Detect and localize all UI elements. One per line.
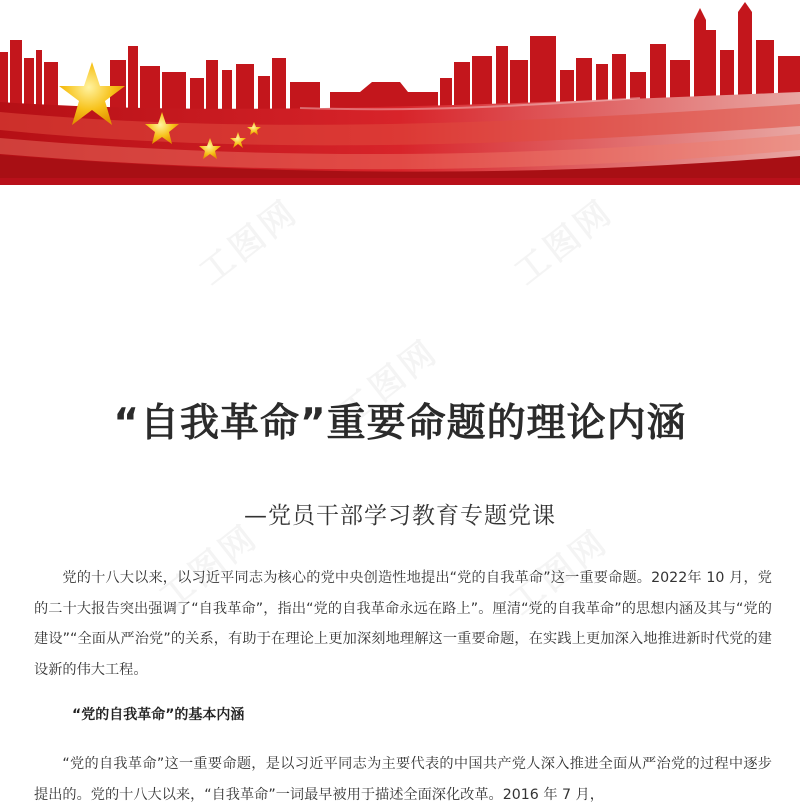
skyline-ribbon-graphic: [0, 0, 800, 185]
city-skyline-icon: [0, 2, 800, 112]
document-title: “自我革命”重要命题的理论内涵: [113, 401, 687, 446]
document-subtitle: —党员干部学习教育专题党课: [244, 503, 556, 529]
body-paragraph: 党的十八大以来，以习近平同志为核心的党中央创造性地提出“党的自我革命”这一重要命题。2022年 10 月，党的二十大报告突出强调了“自我革命”，指出“党的自我革命永远在路上”。厘清“党的自我革命”的思想内涵及其与“党的建设”“全面从严治党”的关系，有助于在理论上更加深刻地理解这一重要命题，在实践上更加深入地推进新时代党的建设新的伟大工程。: [34, 570, 772, 678]
body-paragraph: “党的自我革命”这一重要命题，是以习近平同志为主要代表的中国共产党人深入推进全面从严治党的过程中逐步提出的。党的十八大以来，“自我革命”一词最早被用于描述全面深化改革。2016 年 7 月，: [34, 756, 772, 803]
watermark: [502, 185, 622, 294]
watermark: [187, 185, 307, 294]
header-banner: [0, 0, 800, 185]
section-heading: “党的自我革命”的基本内涵: [72, 707, 245, 723]
